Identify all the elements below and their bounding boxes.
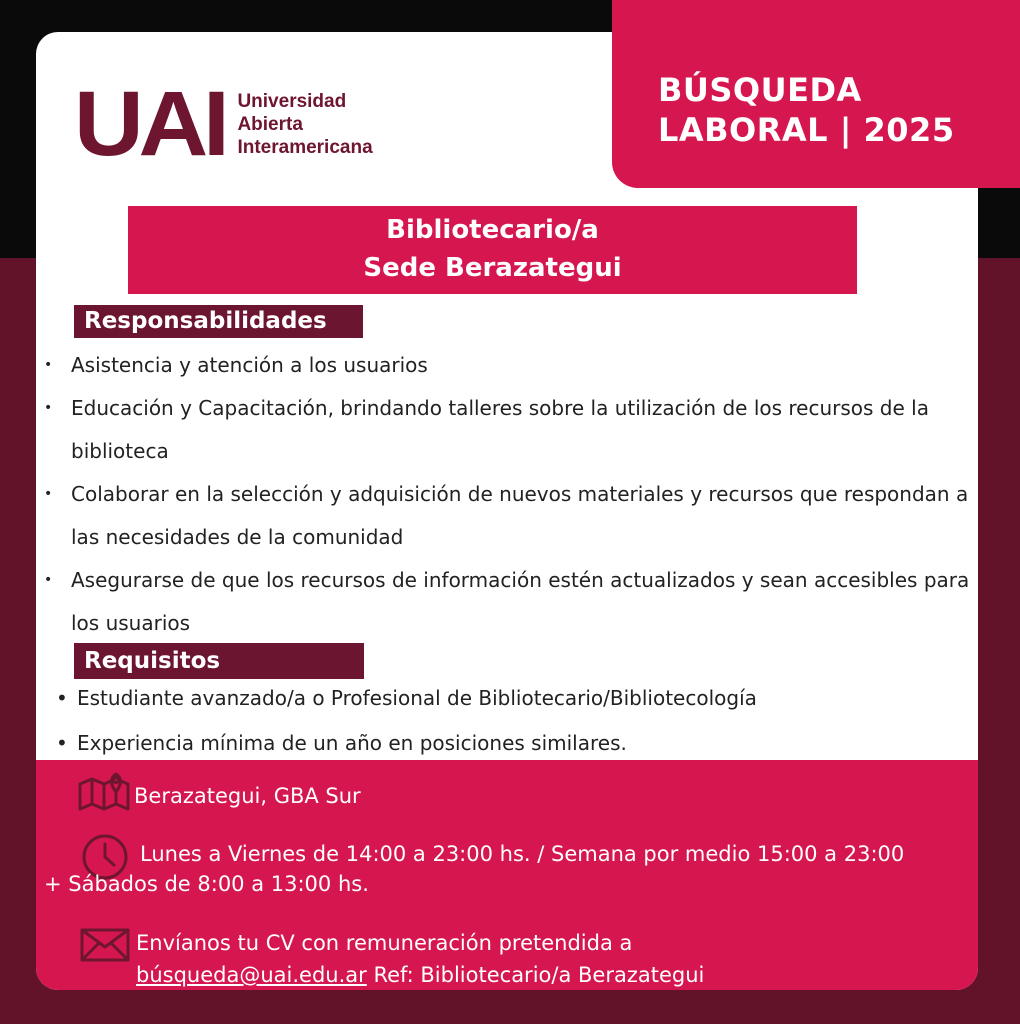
list-item: • Asistencia y atención a los usuarios (40, 344, 970, 387)
job-search-banner (612, 0, 1020, 188)
envelope-icon (80, 928, 130, 966)
responsibilities-heading: Responsabilidades (74, 305, 363, 338)
banner-line-1: BÚSQUEDA (658, 71, 862, 109)
apply-instructions: Envíanos tu CV con remuneración pretendida a (136, 931, 633, 955)
job-title: Bibliotecario/a (386, 215, 599, 245)
requirements-heading: Requisitos (74, 643, 364, 679)
list-item: • Asegurarse de que los recursos de información estén actualizados y sean accesibles para los usuarios (40, 559, 970, 645)
responsibilities-list (40, 344, 970, 645)
apply-contact (136, 961, 704, 989)
hours-saturday: + Sábados de 8:00 a 13:00 hs. (44, 872, 369, 896)
job-reference: Ref: Bibliotecario/a Berazategui (366, 963, 705, 987)
job-title-box (128, 206, 857, 294)
logo-mark: UAI (74, 73, 225, 175)
uai-logo (74, 73, 373, 175)
banner-line-2: LABORAL | 2025 (658, 111, 955, 149)
logo-name-line-2: Abierta (237, 113, 303, 135)
logo-name-line-1: Universidad (237, 90, 347, 112)
requirements-list (50, 676, 950, 766)
hours-weekday: Lunes a Viernes de 14:00 a 23:00 hs. / Semana por medio 15:00 a 23:00 (140, 842, 905, 866)
logo-name-line-3: Interamericana (237, 136, 373, 158)
email-link[interactable]: búsqueda@uai.edu.ar (136, 963, 367, 987)
map-location-icon (78, 770, 130, 816)
list-item: • Experiencia mínima de un año en posiciones similares. (50, 721, 950, 766)
list-item: • Colaborar en la selección y adquisición de nuevos materiales y recursos que respondan a las necesidades de la comunidad (40, 473, 970, 559)
job-location-title: Sede Berazategui (363, 253, 622, 283)
list-item: • Educación y Capacitación, brindando talleres sobre la utilización de los recursos de la biblioteca (40, 387, 970, 473)
list-item: • Estudiante avanzado/a o Profesional de Bibliotecario/Bibliotecología (50, 676, 950, 721)
logo-university-name (237, 90, 372, 159)
job-location: Berazategui, GBA Sur (134, 784, 361, 808)
